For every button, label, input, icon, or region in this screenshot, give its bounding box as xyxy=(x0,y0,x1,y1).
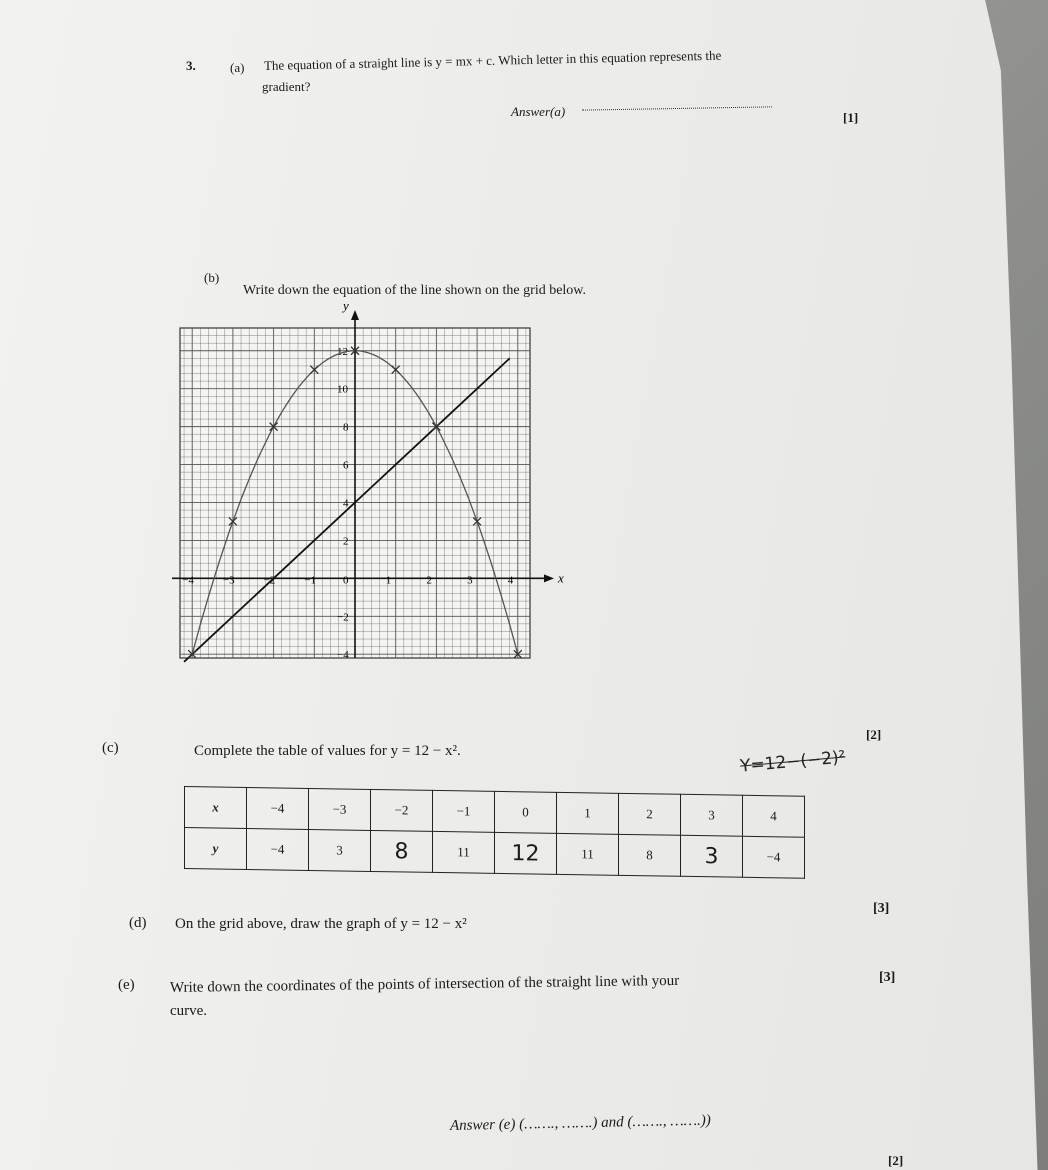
x-cell: −2 xyxy=(371,789,433,831)
part-d-label: (d) xyxy=(129,915,147,931)
part-d-question: On the grid above, draw the graph of y = 12 − x² xyxy=(175,916,467,932)
x-tick-label: −2 xyxy=(263,574,276,587)
y-cell-handwritten[interactable]: 12 xyxy=(495,832,557,874)
x-cell: −4 xyxy=(247,787,309,829)
marks-d: [3] xyxy=(879,970,896,985)
answer-e-line[interactable]: Answer (e) (……., …….) and (……., …….)) xyxy=(449,1112,711,1134)
marks-c: [3] xyxy=(873,901,890,916)
part-c-question: Complete the table of values for y = 12 − x². xyxy=(194,743,461,759)
x-tick-label: −4 xyxy=(182,574,194,587)
part-e-question-line2: curve. xyxy=(170,1003,208,1019)
part-b-question: Write down the equation of the line shown on the grid below. xyxy=(243,283,587,298)
part-a-label: (a) xyxy=(230,60,245,75)
handwritten-scribble: Y=12−(−2)² xyxy=(739,747,847,777)
y-header: y xyxy=(185,828,247,870)
values-table xyxy=(184,786,805,879)
y-cell[interactable]: −4 xyxy=(247,828,309,870)
part-b-label: (b) xyxy=(204,270,220,285)
x-cell: 0 xyxy=(495,791,557,833)
x-tick-label: −3 xyxy=(222,574,235,587)
x-cell: 1 xyxy=(557,792,619,834)
x-tick-label: 3 xyxy=(467,574,473,587)
x-tick-label: 1 xyxy=(385,574,392,587)
y-cell[interactable]: 11 xyxy=(557,833,619,875)
marks-a: [1] xyxy=(843,110,859,125)
y-cell-handwritten[interactable]: 3 xyxy=(681,835,743,877)
x-axis-arrow xyxy=(544,574,554,582)
part-a-question-line2: gradient? xyxy=(262,79,311,94)
graph-svg xyxy=(160,298,564,670)
x-tick-label: 4 xyxy=(507,574,514,587)
marks-b: [2] xyxy=(866,727,882,742)
y-tick-label: 2 xyxy=(343,535,349,548)
x-tick-label: 0 xyxy=(343,574,349,587)
x-cell: −3 xyxy=(309,788,371,830)
part-c-label: (c) xyxy=(102,740,119,756)
y-axis-arrow xyxy=(351,310,359,320)
x-header: x xyxy=(185,787,247,829)
answer-a-label: Answer(a) xyxy=(511,104,566,119)
y-tick-label: −4 xyxy=(337,649,349,662)
y-cell[interactable]: 3 xyxy=(309,829,371,871)
part-e-question: Write down the coordinates of the points of intersection of the straight line with your xyxy=(169,972,680,996)
x-cell: 3 xyxy=(681,794,743,836)
y-tick-label: −2 xyxy=(337,611,349,624)
x-tick-label: 2 xyxy=(426,574,432,587)
marks-e: [2] xyxy=(888,1153,904,1168)
y-cell-handwritten[interactable]: 8 xyxy=(371,830,433,872)
graph-grid xyxy=(160,298,564,670)
y-cell[interactable]: 8 xyxy=(619,834,681,876)
y-axis-label: y xyxy=(343,298,349,313)
x-axis-label: x xyxy=(558,570,564,586)
question-number: 3. xyxy=(186,58,196,73)
x-tick-label: −1 xyxy=(304,574,317,587)
y-cell[interactable]: 11 xyxy=(433,831,495,873)
y-tick-label: 10 xyxy=(337,383,348,396)
y-tick-label: 8 xyxy=(343,421,349,434)
y-cell[interactable]: −4 xyxy=(743,836,805,878)
y-tick-label: 12 xyxy=(337,345,348,358)
y-tick-label: 4 xyxy=(343,497,349,510)
y-tick-label: 6 xyxy=(343,459,349,472)
part-e-label: (e) xyxy=(118,977,135,993)
x-cell: 2 xyxy=(619,793,681,835)
x-cell: 4 xyxy=(743,795,805,837)
part-a-question: The equation of a straight line is y = mx + c. Which letter in this equation represents the xyxy=(263,47,722,73)
x-cell: −1 xyxy=(433,790,495,832)
